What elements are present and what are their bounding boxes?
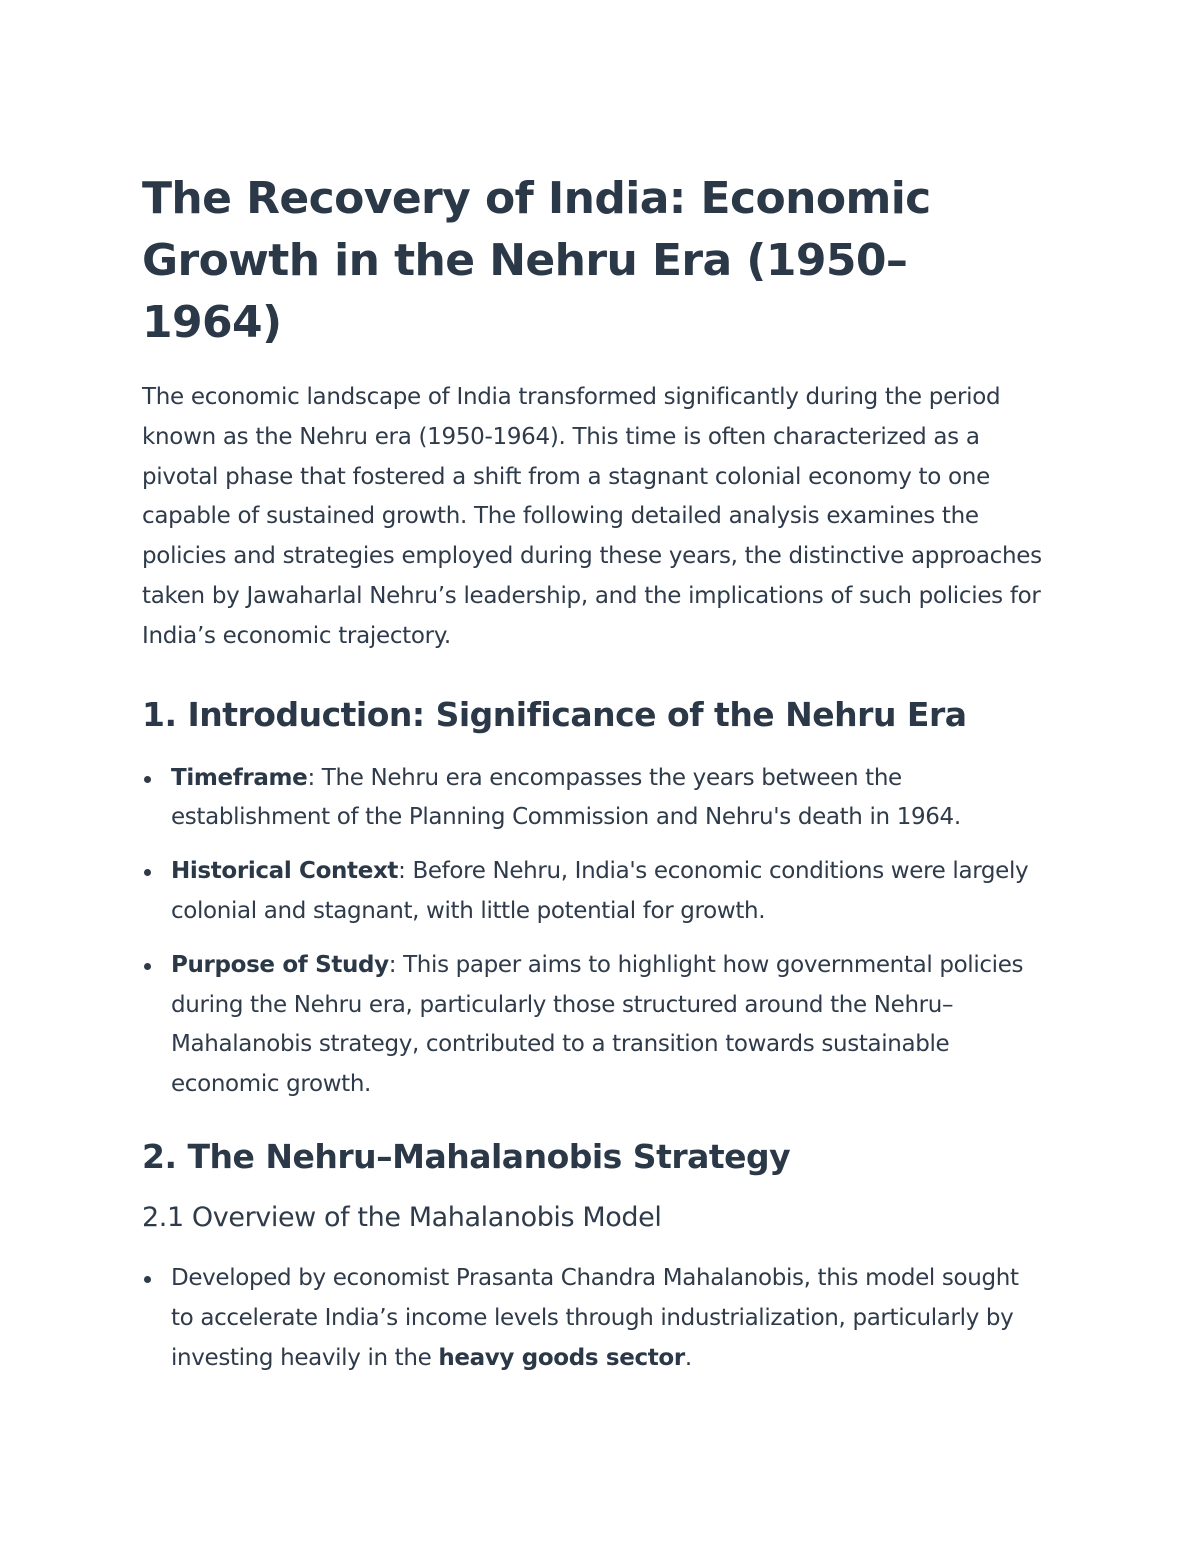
- list-item-mahalanobis-model: [142, 1259, 1042, 1378]
- list-item-term: Purpose of Study: [171, 951, 389, 978]
- introduction-list: [142, 759, 1042, 1105]
- document-title: The Recovery of India: Economic Growth in the Nehru Era (1950–1964): [142, 173, 931, 348]
- list-item-timeframe: [142, 759, 1042, 839]
- model-overview-list: [142, 1259, 1042, 1378]
- list-item-text: Developed by economist Prasanta Chandra Mahalanobis, this model sought to accelerate India’s income levels through industrialization, particularly by investing heavily in the: [171, 1264, 1019, 1371]
- list-item-text: : This paper aims to highlight how governmental policies during the Nehru era, particularly those structured around the Nehru–Mahalanobis strategy, contributed to a transition towards sustainable economic growth.: [171, 951, 1024, 1098]
- section-heading-introduction: 1. Introduction: Significance of the Nehru Era: [142, 694, 967, 734]
- list-item-emphasis: heavy goods sector: [438, 1344, 685, 1371]
- document-page: [142, 168, 1042, 1392]
- subsection-heading-model-overview: 2.1 Overview of the Mahalanobis Model: [142, 1201, 662, 1233]
- list-item-term: Historical Context: [171, 858, 399, 885]
- list-item-text: : The Nehru era encompasses the years between the establishment of the Planning Commission and Nehru's death in 1964.: [171, 764, 961, 831]
- list-item-purpose-of-study: [142, 946, 1042, 1105]
- section-heading-strategy: 2. The Nehru–Mahalanobis Strategy: [142, 1136, 791, 1176]
- intro-paragraph: The economic landscape of India transformed significantly during the period known as the Nehru era (1950-1964). This time is often characterized as a pivotal phase that fostered a shift from a stagnant colonial economy to one capable of sustained growth. The following detailed analysis examines the policies and strategies employed during these years, the distinctive approaches taken by Jawaharlal Nehru’s leadership, and the implications of such policies for India’s economic trajectory.: [142, 384, 1042, 649]
- list-item-text-end: .: [684, 1344, 692, 1371]
- list-item-historical-context: [142, 852, 1042, 932]
- list-item-term: Timeframe: [171, 764, 308, 791]
- list-item-text: : Before Nehru, India's economic conditions were largely colonial and stagnant, with little potential for growth.: [171, 858, 1029, 924]
